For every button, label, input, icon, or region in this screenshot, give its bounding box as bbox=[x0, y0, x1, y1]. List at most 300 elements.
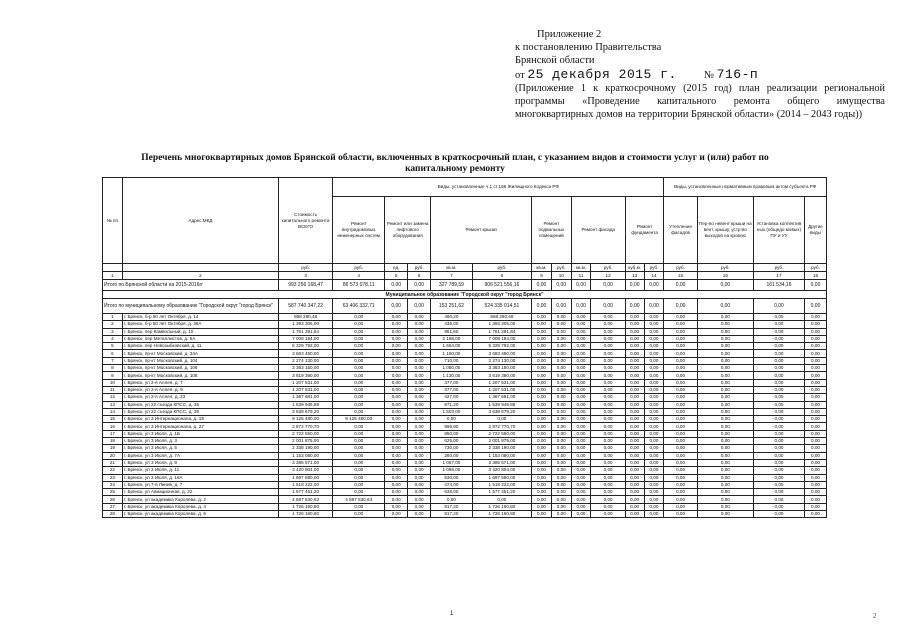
row-lift-cost: 0,00 bbox=[408, 394, 431, 401]
table-row bbox=[103, 350, 827, 357]
municipality-total-row bbox=[103, 299, 827, 314]
row-number: 8 bbox=[103, 365, 123, 372]
row-roof-cost: 1 726 160,80 bbox=[472, 503, 531, 510]
row-zero-value: 0,00 bbox=[625, 357, 644, 364]
row-zero-value: 0,00 bbox=[532, 335, 552, 342]
row-roof-area: 730,00 bbox=[431, 445, 473, 452]
row-zero-value: 0,00 bbox=[551, 408, 571, 415]
row-zero-value: 0,00 bbox=[591, 379, 625, 386]
row-zero-value: 0,00 bbox=[625, 335, 644, 342]
row-regional-value: 0,00 bbox=[697, 459, 753, 466]
municipality-total-value: 0,00 bbox=[571, 299, 591, 314]
row-zero-value: 0,00 bbox=[551, 350, 571, 357]
row-roof-cost: 1 577 451,20 bbox=[472, 489, 531, 496]
row-lift-count: 0,00 bbox=[385, 408, 408, 415]
row-roof-area: 896,90 bbox=[431, 423, 473, 430]
row-lift-cost: 0,00 bbox=[408, 401, 431, 408]
unit-cell: руб. bbox=[644, 264, 664, 272]
region-total-value: 86 573 078,11 bbox=[333, 280, 385, 291]
row-zero-value: 0,00 bbox=[625, 489, 644, 496]
row-zero-value: 0,00 bbox=[532, 503, 552, 510]
header-ventroof: Пер-во невент крыши на вент. крышу, устр-во выходов на кровлю bbox=[697, 197, 753, 264]
row-zero-value: 0,00 bbox=[532, 350, 552, 357]
row-regional-value: 0,00 bbox=[697, 445, 753, 452]
row-lift-cost: 0,00 bbox=[408, 489, 431, 496]
unit-cell: руб. bbox=[804, 264, 826, 272]
row-address: г. Брянск, ул 7-я Линия, д. 7 bbox=[122, 481, 278, 488]
row-regional-value: 0,00 bbox=[664, 394, 697, 401]
unit-cell: кв.м. bbox=[571, 264, 591, 272]
row-address: г. Брянск, ул 2-я Аллея, д. 23 bbox=[122, 394, 278, 401]
region-total-value: 327 789,59 bbox=[431, 280, 473, 291]
row-zero-value: 0,00 bbox=[591, 511, 625, 518]
appendix-date-line bbox=[515, 68, 885, 82]
appendix-block bbox=[515, 28, 885, 121]
row-regional-value: 0,00 bbox=[697, 423, 753, 430]
row-zero-value: 0,00 bbox=[644, 394, 664, 401]
table-row bbox=[103, 335, 827, 342]
row-roof-area: 625,00 bbox=[431, 438, 473, 445]
table-row bbox=[103, 496, 827, 503]
column-number-cell: 15 bbox=[664, 272, 697, 280]
row-regional-value: 0,00 bbox=[753, 328, 804, 335]
row-regional-value: 0,00 bbox=[697, 408, 753, 415]
row-regional-value: 0,00 bbox=[804, 401, 826, 408]
row-zero-value: 0,00 bbox=[625, 394, 644, 401]
row-zero-value: 0,00 bbox=[551, 401, 571, 408]
row-address: г. Брянск, пр-кт Московский, д. 108 bbox=[122, 372, 278, 379]
row-engineering-cost: 0,00 bbox=[333, 365, 385, 372]
row-regional-value: 0,00 bbox=[664, 343, 697, 350]
row-zero-value: 0,00 bbox=[532, 394, 552, 401]
row-total-cost: 9 125 480,00 bbox=[279, 416, 333, 423]
row-lift-cost: 0,00 bbox=[408, 423, 431, 430]
row-lift-count: 0,00 bbox=[385, 343, 408, 350]
row-lift-cost: 0,00 bbox=[408, 452, 431, 459]
row-roof-area: 474,00 bbox=[431, 481, 473, 488]
row-address: г. Брянск, ул Авиационная, д. 22 bbox=[122, 489, 278, 496]
row-lift-cost: 0,00 bbox=[408, 321, 431, 328]
row-zero-value: 0,00 bbox=[591, 467, 625, 474]
row-zero-value: 0,00 bbox=[532, 328, 552, 335]
unit-cell: ед. bbox=[385, 264, 408, 272]
row-zero-value: 0,00 bbox=[571, 386, 591, 393]
row-number: 10 bbox=[103, 379, 123, 386]
row-lift-cost: 0,00 bbox=[408, 467, 431, 474]
row-number: 17 bbox=[103, 430, 123, 437]
column-number-cell: 5 bbox=[385, 272, 408, 280]
municipality-total-value: 587 740 347,22 bbox=[279, 299, 333, 314]
row-zero-value: 0,00 bbox=[625, 314, 644, 321]
row-lift-count: 0,00 bbox=[385, 335, 408, 342]
region-total-value: 0,00 bbox=[571, 280, 591, 291]
row-address: г. Брянск, ул академика Королева, д. 6 bbox=[122, 511, 278, 518]
row-number: 20 bbox=[103, 452, 123, 459]
row-number: 5 bbox=[103, 343, 123, 350]
row-zero-value: 0,00 bbox=[644, 328, 664, 335]
row-roof-cost: 3 420 804,00 bbox=[472, 467, 531, 474]
row-regional-value: 0,00 bbox=[804, 379, 826, 386]
row-zero-value: 0,00 bbox=[551, 438, 571, 445]
row-zero-value: 0,00 bbox=[644, 350, 664, 357]
row-roof-cost: 1 367 681,00 bbox=[472, 394, 531, 401]
row-lift-cost: 0,00 bbox=[408, 379, 431, 386]
column-number-cell: 8 bbox=[472, 272, 531, 280]
row-zero-value: 0,00 bbox=[591, 423, 625, 430]
row-zero-value: 0,00 bbox=[625, 343, 644, 350]
row-total-cost: 1 539 945,88 bbox=[279, 401, 333, 408]
row-regional-value: 0,00 bbox=[753, 452, 804, 459]
row-regional-value: 0,00 bbox=[804, 459, 826, 466]
row-regional-value: 0,00 bbox=[753, 335, 804, 342]
row-regional-value: 0,00 bbox=[664, 481, 697, 488]
row-number: 11 bbox=[103, 386, 123, 393]
row-zero-value: 0,00 bbox=[571, 496, 591, 503]
row-lift-count: 0,00 bbox=[385, 416, 408, 423]
row-regional-value: 0,00 bbox=[664, 459, 697, 466]
row-regional-value: 0,00 bbox=[753, 350, 804, 357]
row-address: г. Брянск, пер Новозыбковский, д. 11 bbox=[122, 343, 278, 350]
row-zero-value: 0,00 bbox=[571, 445, 591, 452]
row-roof-cost: 3 683 450,00 bbox=[472, 350, 531, 357]
row-zero-value: 0,00 bbox=[571, 408, 591, 415]
row-zero-value: 0,00 bbox=[532, 379, 552, 386]
row-roof-cost: 1 697 590,00 bbox=[472, 474, 531, 481]
row-regional-value: 0,00 bbox=[804, 394, 826, 401]
row-zero-value: 0,00 bbox=[625, 416, 644, 423]
row-lift-cost: 0,00 bbox=[408, 386, 431, 393]
row-engineering-cost: 0,00 bbox=[333, 357, 385, 364]
row-zero-value: 0,00 bbox=[591, 365, 625, 372]
row-lift-cost: 0,00 bbox=[408, 372, 431, 379]
municipality-total-value: 524 335 014,51 bbox=[472, 299, 531, 314]
row-regional-value: 0,00 bbox=[804, 489, 826, 496]
row-zero-value: 0,00 bbox=[591, 372, 625, 379]
row-address: г. Брянск, ул 3 Июля, д. 16А bbox=[122, 474, 278, 481]
row-zero-value: 0,00 bbox=[571, 379, 591, 386]
row-roof-area: 1 057,00 bbox=[431, 459, 473, 466]
row-zero-value: 0,00 bbox=[625, 496, 644, 503]
row-zero-value: 0,00 bbox=[591, 452, 625, 459]
row-engineering-cost: 0,00 bbox=[333, 321, 385, 328]
row-total-cost: 1 518 222,00 bbox=[279, 481, 333, 488]
row-zero-value: 0,00 bbox=[532, 438, 552, 445]
row-lift-count: 0,00 bbox=[385, 438, 408, 445]
row-zero-value: 0,00 bbox=[532, 401, 552, 408]
row-engineering-cost: 0,00 bbox=[333, 343, 385, 350]
row-regional-value: 0,00 bbox=[804, 386, 826, 393]
municipality-total-value: 0,00 bbox=[644, 299, 664, 314]
row-roof-area: 917,20 bbox=[431, 511, 473, 518]
row-address: г. Брянск, пр-кт Московский, д. 104 bbox=[122, 357, 278, 364]
row-regional-value: 0,00 bbox=[804, 335, 826, 342]
row-number: 1 bbox=[103, 314, 123, 321]
row-regional-value: 0,00 bbox=[804, 365, 826, 372]
row-zero-value: 0,00 bbox=[571, 365, 591, 372]
row-engineering-cost: 0,00 bbox=[333, 386, 385, 393]
row-address: г. Брянск, ул 3 Интернационала, д. 27 bbox=[122, 423, 278, 430]
row-regional-value: 0,00 bbox=[664, 365, 697, 372]
row-roof-cost: 2 872 770,70 bbox=[472, 423, 531, 430]
row-roof-cost: 1 539 945,88 bbox=[472, 401, 531, 408]
row-roof-cost: 1 207 531,00 bbox=[472, 379, 531, 386]
row-roof-area: 710,00 bbox=[431, 357, 473, 364]
row-zero-value: 0,00 bbox=[625, 372, 644, 379]
row-zero-value: 0,00 bbox=[532, 474, 552, 481]
resolution-date: 25 декабря 2015 г. bbox=[527, 67, 677, 82]
row-zero-value: 0,00 bbox=[591, 430, 625, 437]
row-total-cost: 7 008 184,00 bbox=[279, 335, 333, 342]
row-regional-value: 0,00 bbox=[664, 372, 697, 379]
row-zero-value: 0,00 bbox=[532, 489, 552, 496]
row-roof-area: 917,20 bbox=[431, 503, 473, 510]
row-zero-value: 0,00 bbox=[571, 335, 591, 342]
region-total-value: 0,00 bbox=[551, 280, 571, 291]
table-row bbox=[103, 445, 827, 452]
table-row bbox=[103, 511, 827, 518]
row-zero-value: 0,00 bbox=[571, 474, 591, 481]
row-regional-value: 0,00 bbox=[664, 511, 697, 518]
row-total-cost: 3 363 150,00 bbox=[279, 365, 333, 372]
row-zero-value: 0,00 bbox=[644, 511, 664, 518]
row-lift-count: 0,00 bbox=[385, 459, 408, 466]
row-lift-count: 0,00 bbox=[385, 474, 408, 481]
municipality-total-value: 0,00 bbox=[591, 299, 625, 314]
row-roof-area: 427,00 bbox=[431, 394, 473, 401]
row-zero-value: 0,00 bbox=[551, 394, 571, 401]
row-regional-value: 0,00 bbox=[697, 416, 753, 423]
row-zero-value: 0,00 bbox=[551, 357, 571, 364]
region-total-row bbox=[103, 280, 827, 291]
row-zero-value: 0,00 bbox=[551, 481, 571, 488]
row-lift-cost: 0,00 bbox=[408, 343, 431, 350]
row-regional-value: 0,00 bbox=[753, 401, 804, 408]
municipality-total-value: 0,00 bbox=[753, 299, 804, 314]
row-zero-value: 0,00 bbox=[591, 394, 625, 401]
region-total-value: 993 256 168,47 bbox=[279, 280, 333, 291]
header-engineering: Ремонт внутридомовых инженерных систем bbox=[333, 197, 385, 264]
table-row bbox=[103, 416, 827, 423]
row-regional-value: 0,00 bbox=[804, 408, 826, 415]
row-lift-count: 0,00 bbox=[385, 481, 408, 488]
row-zero-value: 0,00 bbox=[571, 321, 591, 328]
municipality-total-value: 0,00 bbox=[408, 299, 431, 314]
row-regional-value: 0,00 bbox=[664, 503, 697, 510]
row-regional-value: 0,00 bbox=[697, 496, 753, 503]
row-roof-cost: 2 001 875,00 bbox=[472, 438, 531, 445]
row-zero-value: 0,00 bbox=[625, 452, 644, 459]
row-lift-cost: 0,00 bbox=[408, 430, 431, 437]
table-row bbox=[103, 459, 827, 466]
row-engineering-cost: 0,00 bbox=[333, 467, 385, 474]
unit-cell: кв.м. bbox=[431, 264, 473, 272]
row-regional-value: 0,00 bbox=[753, 365, 804, 372]
row-zero-value: 0,00 bbox=[644, 357, 664, 364]
row-roof-area: 360,00 bbox=[431, 452, 473, 459]
table-row bbox=[103, 314, 827, 321]
row-zero-value: 0,00 bbox=[625, 511, 644, 518]
row-lift-count: 0,00 bbox=[385, 394, 408, 401]
row-zero-value: 0,00 bbox=[644, 459, 664, 466]
row-lift-cost: 0,00 bbox=[408, 459, 431, 466]
row-zero-value: 0,00 bbox=[551, 335, 571, 342]
row-roof-area: 435,00 bbox=[431, 321, 473, 328]
row-zero-value: 0,00 bbox=[571, 343, 591, 350]
row-address: г. Брянск, пр-кт Московский, д. 34А bbox=[122, 350, 278, 357]
row-zero-value: 0,00 bbox=[571, 401, 591, 408]
row-zero-value: 0,00 bbox=[532, 365, 552, 372]
row-number: 18 bbox=[103, 438, 123, 445]
appendix-line-region: Брянской области bbox=[515, 55, 595, 66]
row-regional-value: 0,00 bbox=[697, 467, 753, 474]
row-number: 24 bbox=[103, 481, 123, 488]
row-number: 23 bbox=[103, 474, 123, 481]
row-regional-value: 0,00 bbox=[804, 328, 826, 335]
municipality-heading: Муниципальное образование "Городской округ "город Брянск" bbox=[103, 291, 827, 299]
row-regional-value: 0,00 bbox=[697, 328, 753, 335]
row-lift-count: 0,00 bbox=[385, 452, 408, 459]
row-roof-cost: 3 619 390,00 bbox=[472, 372, 531, 379]
row-address: г. Брянск, б-р 50 лет Октября, д. 36А bbox=[122, 321, 278, 328]
row-engineering-cost: 0,00 bbox=[333, 394, 385, 401]
row-zero-value: 0,00 bbox=[571, 423, 591, 430]
row-zero-value: 0,00 bbox=[551, 321, 571, 328]
row-number: 28 bbox=[103, 511, 123, 518]
row-zero-value: 0,00 bbox=[625, 481, 644, 488]
row-zero-value: 0,00 bbox=[625, 430, 644, 437]
row-lift-cost: 0,00 bbox=[408, 445, 431, 452]
row-address: г. Брянск, ул 2-я Аллея, д. 9 bbox=[122, 386, 278, 393]
row-zero-value: 0,00 bbox=[644, 481, 664, 488]
from-label: от bbox=[515, 70, 525, 81]
row-zero-value: 0,00 bbox=[644, 452, 664, 459]
row-zero-value: 0,00 bbox=[644, 401, 664, 408]
column-number-cell: 1 bbox=[103, 272, 123, 280]
row-regional-value: 0,00 bbox=[664, 445, 697, 452]
row-total-cost: 1 761 291,84 bbox=[279, 328, 333, 335]
row-zero-value: 0,00 bbox=[625, 438, 644, 445]
row-engineering-cost: 9 125 480,00 bbox=[333, 416, 385, 423]
row-zero-value: 0,00 bbox=[591, 503, 625, 510]
row-zero-value: 0,00 bbox=[532, 343, 552, 350]
row-zero-value: 0,00 bbox=[532, 430, 552, 437]
row-roof-area: 638,00 bbox=[431, 489, 473, 496]
region-total-value: 0,00 bbox=[591, 280, 625, 291]
row-regional-value: 0,00 bbox=[697, 489, 753, 496]
row-regional-value: 0,00 bbox=[753, 511, 804, 518]
table-row bbox=[103, 401, 827, 408]
row-zero-value: 0,00 bbox=[644, 379, 664, 386]
row-zero-value: 0,00 bbox=[591, 357, 625, 364]
row-engineering-cost: 0,00 bbox=[333, 459, 385, 466]
municipality-total-value: 0,00 bbox=[551, 299, 571, 314]
row-engineering-cost: 0,00 bbox=[333, 335, 385, 342]
row-roof-area: 1 503,00 bbox=[431, 408, 473, 415]
table-row bbox=[103, 438, 827, 445]
row-regional-value: 0,00 bbox=[664, 401, 697, 408]
row-regional-value: 0,00 bbox=[804, 496, 826, 503]
header-regional-group: Виды, установленные нормативным правовым актом субъекта РФ bbox=[664, 178, 827, 197]
row-lift-cost: 0,00 bbox=[408, 328, 431, 335]
row-regional-value: 0,00 bbox=[697, 511, 753, 518]
row-engineering-cost: 0,00 bbox=[333, 379, 385, 386]
row-zero-value: 0,00 bbox=[644, 467, 664, 474]
row-regional-value: 0,00 bbox=[664, 408, 697, 415]
row-zero-value: 0,00 bbox=[591, 328, 625, 335]
row-zero-value: 0,00 bbox=[532, 496, 552, 503]
row-zero-value: 0,00 bbox=[551, 386, 571, 393]
row-zero-value: 0,00 bbox=[571, 314, 591, 321]
row-number: 9 bbox=[103, 372, 123, 379]
corner-mark: 2 bbox=[873, 612, 877, 620]
table-row bbox=[103, 503, 827, 510]
row-zero-value: 0,00 bbox=[644, 496, 664, 503]
row-zero-value: 0,00 bbox=[644, 416, 664, 423]
unit-cell: руб. bbox=[753, 264, 804, 272]
row-zero-value: 0,00 bbox=[625, 503, 644, 510]
row-roof-area: 850,00 bbox=[431, 430, 473, 437]
table-row bbox=[103, 467, 827, 474]
row-address: г. Брянск, ул 3 Июля, д. 9 bbox=[122, 459, 278, 466]
row-zero-value: 0,00 bbox=[551, 343, 571, 350]
table-row bbox=[103, 365, 827, 372]
row-engineering-cost: 0,00 bbox=[333, 314, 385, 321]
row-roof-area: 2 188,00 bbox=[431, 335, 473, 342]
row-regional-value: 0,00 bbox=[804, 357, 826, 364]
row-zero-value: 0,00 bbox=[551, 459, 571, 466]
row-zero-value: 0,00 bbox=[591, 438, 625, 445]
row-zero-value: 0,00 bbox=[532, 372, 552, 379]
row-zero-value: 0,00 bbox=[644, 503, 664, 510]
row-regional-value: 0,00 bbox=[697, 314, 753, 321]
header-address: Адрес МКД bbox=[122, 178, 278, 264]
row-address: г. Брянск, ул академика Королева, д. 4 bbox=[122, 503, 278, 510]
row-zero-value: 0,00 bbox=[551, 445, 571, 452]
region-total-value: 906 521 556,16 bbox=[472, 280, 531, 291]
row-regional-value: 0,00 bbox=[753, 459, 804, 466]
row-regional-value: 0,00 bbox=[753, 503, 804, 510]
row-regional-value: 0,00 bbox=[753, 430, 804, 437]
row-regional-value: 0,00 bbox=[753, 314, 804, 321]
row-number: 27 bbox=[103, 503, 123, 510]
row-number: 4 bbox=[103, 335, 123, 342]
column-number-cell: 17 bbox=[753, 272, 804, 280]
row-total-cost: 1 577 451,20 bbox=[279, 489, 333, 496]
row-engineering-cost: 0,00 bbox=[333, 372, 385, 379]
row-lift-count: 0,00 bbox=[385, 445, 408, 452]
table-row bbox=[103, 379, 827, 386]
row-number: 6 bbox=[103, 350, 123, 357]
region-total-value: 0,00 bbox=[804, 280, 826, 291]
header-foundation: Ремонт фундамента bbox=[625, 197, 664, 264]
column-number-cell: 3 bbox=[279, 272, 333, 280]
row-number: 12 bbox=[103, 394, 123, 401]
row-zero-value: 0,00 bbox=[571, 459, 591, 466]
row-engineering-cost: 0,00 bbox=[333, 423, 385, 430]
row-regional-value: 0,00 bbox=[664, 452, 697, 459]
row-regional-value: 0,00 bbox=[804, 372, 826, 379]
row-regional-value: 0,00 bbox=[664, 328, 697, 335]
row-zero-value: 0,00 bbox=[571, 350, 591, 357]
row-roof-area: 1 068,00 bbox=[431, 467, 473, 474]
row-lift-count: 0,00 bbox=[385, 357, 408, 364]
row-zero-value: 0,00 bbox=[551, 474, 571, 481]
row-lift-count: 0,00 bbox=[385, 321, 408, 328]
row-regional-value: 0,00 bbox=[753, 357, 804, 364]
row-number: 2 bbox=[103, 321, 123, 328]
row-total-cost: 3 420 804,00 bbox=[279, 467, 333, 474]
row-number: 22 bbox=[103, 467, 123, 474]
